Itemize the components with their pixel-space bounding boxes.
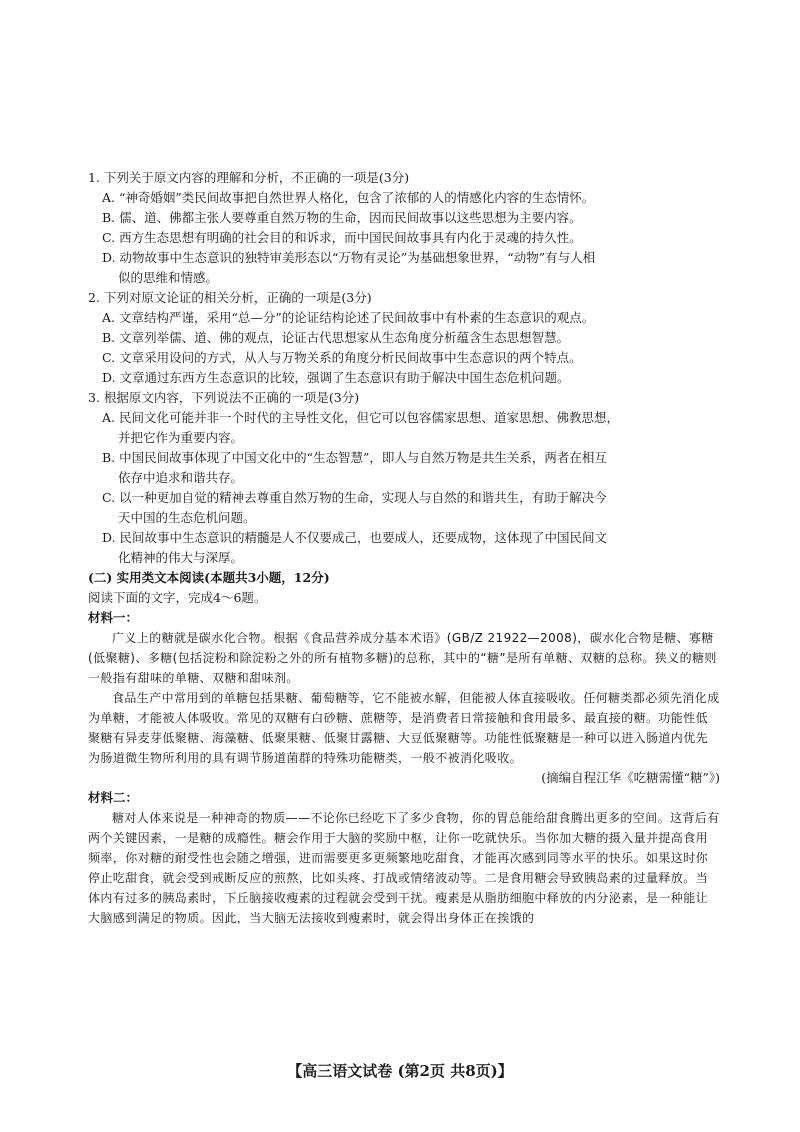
reading-instruction: 阅读下面的文字，完成4～6题。 — [88, 590, 267, 605]
answer-option-continued: 天中国的生态危机问题。 — [118, 510, 256, 525]
answer-option: D. 民间故事中生态意识的精髓是人不仅要成己，也要成人，还要成物，这体现了中国民间文 — [102, 530, 608, 545]
answer-option: A. 民间文化可能并非一个时代的主导性文化，但它可以包容儒家思想、道家思想、佛教思想， — [102, 410, 619, 425]
material-paragraph: 广义上的糖就是碳水化合物。根据《食品营养成分基本术语》(GB/Z 21922—2008)，碳水化合物是糖、寡糖(低聚糖)、多糖(包括淀粉和除淀粉之外的所有植物多糖)的总称，其中的“糖”是所有单糖、双糖的总称。狭义的糖则一般指有甜味的单糖、双糖和甜味剂。 — [88, 631, 717, 685]
answer-option: A. 文章结构严谨，采用“总—分”的论证结构论述了民间故事中有朴素的生态意识的观点。 — [102, 310, 595, 325]
answer-option: D. 动物故事中生态意识的独特审美形态以“万物有灵论”为基础想象世界，“动物”有与人相 — [102, 250, 596, 265]
answer-option-continued: 化精神的伟大与深厚。 — [118, 550, 244, 565]
question-list — [88, 168, 720, 568]
answer-option: A. “神奇婚姻”类民间故事把自然世界人格化，包含了浓郁的人的情感化内容的生态情怀。 — [102, 190, 595, 205]
answer-option: B. 文章列举儒、道、佛的观点，论证古代思想家从生态角度分析蕴含生态思想智慧。 — [102, 330, 570, 345]
answer-option: C. 文章采用设问的方式，从人与万物关系的角度分析民间故事中生态意识的两个特点。 — [102, 350, 582, 365]
page-content — [88, 168, 720, 928]
material-paragraph: 糖对人体来说是一种神奇的物质——不论你已经吃下了多少食物，你的胃总能给甜食腾出更多的空间。这背后有两个关键因素，一是糖的成瘾性。糖会作用于大脑的奖励中枢，让你一吃就快乐。当你加大糖的摄入量并提高食用频率，你对糖的耐受性也会随之增强，进而需要更多更频繁地吃甜食，才能再次感到同等水平的快乐。如果这时你停止吃甜食，就会受到戒断反应的煎熬，比如头疼、打战或情绪波动等。二是食用糖会导致胰岛素的过量释放。当体内有过多的胰岛素时，下丘脑接收瘦素的过程就会受到干扰。瘦素是从脂肪细胞中释放的内分泌素，是一种能让大脑感到满足的物质。因此，当大脑无法接收到瘦素时，就会得出身体正在挨饿的 — [88, 811, 720, 925]
answer-option: C. 以一种更加自觉的精神去尊重自然万物的生命，实现人与自然的和谐共生，有助于解决今 — [102, 490, 607, 505]
question-title: 1. 下列关于原文内容的理解和分析，不正确的一项是(3分) — [88, 170, 410, 185]
question-2 — [88, 288, 720, 388]
question-1 — [88, 168, 720, 288]
answer-option: B. 中国民间故事体现了中国文化中的“生态智慧”，即人与自然万物是共生关系，两者在相互 — [102, 450, 607, 465]
material-2-body — [88, 808, 720, 928]
answer-option: B. 儒、道、佛都主张人要尊重自然万物的生命，因而民间故事以这些思想为主要内容。 — [102, 210, 582, 225]
section-heading: (二) 实用类文本阅读(本题共3小题，12分) — [88, 570, 330, 585]
question-title: 2. 下列对原文论证的相关分析，正确的一项是(3分) — [88, 290, 372, 305]
question-3 — [88, 388, 720, 568]
question-title: 3. 根据原文内容，下列说法不正确的一项是(3分) — [88, 390, 360, 405]
answer-option-continued: 并把它作为重要内容。 — [118, 430, 244, 445]
answer-option-continued: 似的思维和情感。 — [118, 270, 219, 285]
material-paragraph: 食品生产中常用到的单糖包括果糖、葡萄糖等，它不能被水解，但能被人体直接吸收。任何糖类都必须先消化成为单糖，才能被人体吸收。常见的双糖有白砂糖、蔗糖等，是消费者日常接触和食用最多、最直接的糖。功能性低聚糖有异麦芽低聚糖、海藻糖、低聚果糖、低聚甘露糖、大豆低聚糖等。功能性低聚糖是一种可以进入肠道内优先为肠道微生物所利用的具有调节肠道菌群的特殊功能糖类，一般不被消化吸收。 — [88, 691, 720, 765]
answer-option-continued: 依存中追求和谐共存。 — [118, 470, 244, 485]
material-2-label: 材料二： — [88, 790, 139, 805]
material-1-body — [88, 628, 720, 768]
answer-option: D. 文章通过东西方生态意识的比较，强调了生态意识有助于解决中国生态危机问题。 — [102, 370, 570, 385]
material-1-source: (摘编自程江华《吃糖需懂“糖”》) — [541, 770, 720, 785]
answer-option: C. 西方生态思想有明确的社会目的和诉求，而中国民间故事具有内化于灵魂的持久性。 — [102, 230, 582, 245]
page-footer: 【高三语文试卷 (第2页 共8页)】 — [287, 1062, 513, 1080]
material-1-label: 材料一： — [88, 610, 139, 625]
